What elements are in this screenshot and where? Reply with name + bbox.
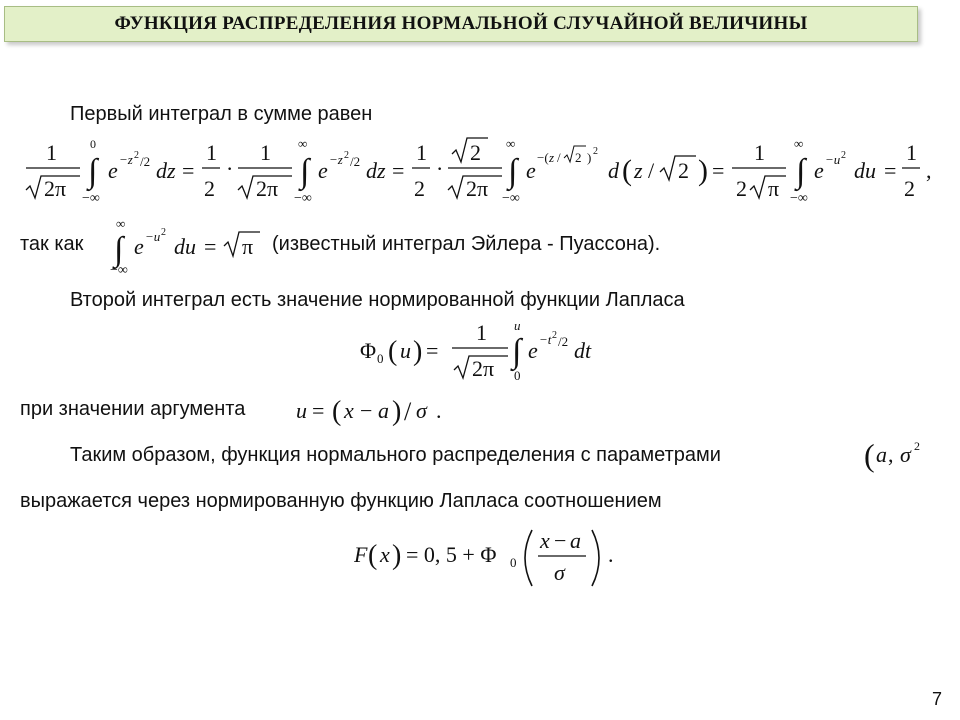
svg-text:2: 2 (552, 330, 557, 341)
formula-euler-poisson (104, 214, 264, 276)
svg-text:∞: ∞ (506, 136, 516, 151)
svg-text:−∞: −∞ (502, 191, 520, 206)
svg-text:e: e (814, 158, 824, 183)
svg-text:∫: ∫ (114, 231, 124, 268)
text-argument: при значении аргумента (20, 398, 246, 420)
svg-text:2: 2 (678, 158, 689, 183)
svg-text:e: e (318, 158, 328, 183)
svg-text:e: e (528, 338, 538, 363)
text-euler-poisson: (известный интеграл Эйлера - Пуассона). (272, 233, 661, 255)
svg-text:−z: −z (119, 152, 133, 167)
svg-text:.: . (608, 542, 614, 567)
svg-text:): ) (413, 336, 423, 367)
svg-text:σ: σ (554, 560, 565, 585)
svg-text:2: 2 (736, 176, 747, 201)
svg-text:2: 2 (414, 176, 425, 201)
svg-text:∫: ∫ (300, 153, 310, 190)
svg-text:.: . (436, 398, 442, 423)
svg-text:u: u (296, 398, 307, 423)
svg-text:π: π (768, 176, 780, 201)
svg-text:z: z (549, 150, 555, 165)
svg-text:(: ( (864, 437, 875, 473)
svg-text:1: 1 (416, 140, 427, 165)
svg-text:=: = (204, 234, 217, 259)
svg-text:2π: 2π (256, 176, 279, 201)
svg-text:2: 2 (470, 140, 481, 165)
svg-text:dz: dz (366, 158, 386, 183)
svg-text:−∞: −∞ (82, 191, 100, 206)
text-thus: Таким образом, функция нормального распределения с параметрами (70, 444, 721, 466)
svg-text:−∞: −∞ (294, 191, 312, 206)
text-second-integral: Второй интеграл есть значение нормированной функции Лапласа (70, 289, 685, 311)
svg-text:0: 0 (514, 368, 521, 383)
svg-text:(: ( (332, 396, 342, 427)
svg-text:=: = (312, 398, 325, 423)
svg-text:−∞: −∞ (110, 263, 128, 276)
svg-text:u: u (400, 338, 411, 363)
svg-text:2: 2 (904, 176, 915, 201)
svg-text:/2: /2 (558, 334, 569, 349)
svg-text:2: 2 (575, 150, 582, 165)
svg-text:−z: −z (329, 152, 343, 167)
svg-text:= 0, 5 + Φ: = 0, 5 + Φ (406, 542, 497, 567)
svg-text:): ) (698, 154, 708, 187)
svg-text:/: / (557, 150, 561, 165)
svg-text:0: 0 (90, 137, 96, 151)
svg-text:2π: 2π (472, 356, 495, 381)
svg-text:(: ( (388, 336, 398, 367)
svg-text:e: e (134, 234, 144, 259)
svg-text:π: π (242, 234, 254, 259)
svg-text:∞: ∞ (298, 136, 308, 151)
svg-text:2: 2 (134, 150, 139, 161)
svg-text:∫: ∫ (88, 153, 98, 190)
svg-text:(: ( (622, 154, 632, 187)
svg-text:): ) (392, 396, 402, 427)
svg-text:−t: −t (539, 332, 552, 347)
svg-text:σ: σ (900, 442, 911, 467)
svg-text:∫: ∫ (508, 153, 518, 190)
svg-text:σ: σ (416, 398, 427, 423)
formula-first-integral (14, 132, 944, 212)
svg-text:a: a (570, 528, 581, 553)
svg-text:e: e (108, 158, 118, 183)
svg-text:2: 2 (161, 227, 166, 238)
svg-text:0: 0 (377, 351, 384, 366)
svg-text:2: 2 (593, 146, 598, 157)
svg-text:): ) (392, 540, 402, 571)
svg-text:1: 1 (476, 320, 487, 345)
svg-text:,: , (888, 442, 894, 467)
formula-parameters (864, 436, 944, 476)
text-first-integral: Первый интеграл в сумме равен (70, 103, 373, 125)
svg-text:1: 1 (260, 140, 271, 165)
svg-text:F: F (354, 542, 368, 567)
svg-text:=: = (884, 158, 897, 183)
svg-text:a: a (876, 442, 887, 467)
svg-text:/2: /2 (140, 154, 151, 169)
svg-text:∫: ∫ (512, 333, 522, 370)
svg-text:x: x (540, 528, 550, 553)
svg-text:∫: ∫ (796, 153, 806, 190)
page-number: 7 (931, 689, 942, 709)
svg-text:z: z (634, 158, 643, 183)
svg-text:2π: 2π (466, 176, 489, 201)
svg-text:1: 1 (754, 140, 765, 165)
svg-text:dz: dz (156, 158, 176, 183)
svg-text:2: 2 (204, 176, 215, 201)
svg-text:−(: −( (537, 150, 549, 165)
formula-laplace-function (360, 314, 610, 386)
svg-text:d: d (608, 158, 619, 183)
text-since: так как (20, 233, 84, 255)
svg-text:x: x (380, 542, 390, 567)
svg-text:−∞: −∞ (790, 191, 808, 206)
svg-text:,: , (926, 158, 932, 183)
slide-title-bar (4, 6, 918, 42)
svg-text:/: / (404, 397, 412, 426)
svg-text:1: 1 (906, 140, 917, 165)
svg-text:): ) (587, 150, 592, 165)
svg-text:=: = (182, 158, 195, 183)
svg-text:=: = (392, 158, 405, 183)
svg-text:·: · (436, 156, 444, 181)
svg-text:x: x (344, 398, 354, 423)
svg-text:−: − (360, 398, 373, 423)
svg-text:/2: /2 (350, 154, 361, 169)
svg-text:a: a (378, 398, 389, 423)
svg-text:(: ( (368, 540, 378, 571)
svg-text:−u: −u (145, 229, 161, 244)
svg-text:=: = (426, 338, 439, 363)
svg-text:2: 2 (914, 439, 920, 453)
svg-text:1: 1 (46, 140, 57, 165)
svg-text:·: · (226, 156, 234, 181)
svg-text:2: 2 (841, 150, 846, 161)
svg-text:∞: ∞ (794, 136, 804, 151)
svg-text:du: du (174, 234, 196, 259)
svg-text:2: 2 (344, 150, 349, 161)
svg-text:0: 0 (510, 555, 517, 570)
text-expressed: выражается через нормированную функцию Лапласа соотношением (20, 490, 662, 512)
svg-text:du: du (854, 158, 876, 183)
svg-text:Φ: Φ (360, 338, 377, 363)
svg-text:−u: −u (825, 152, 841, 167)
svg-text:dt: dt (574, 338, 592, 363)
svg-text:=: = (712, 158, 725, 183)
svg-text:e: e (526, 158, 536, 183)
svg-text:1: 1 (206, 140, 217, 165)
svg-text:−: − (554, 528, 567, 553)
svg-text:/: / (648, 158, 655, 183)
svg-text:2π: 2π (44, 176, 67, 201)
formula-normal-cdf (354, 524, 624, 592)
formula-argument (296, 392, 456, 428)
slide-title: ФУНКЦИЯ РАСПРЕДЕЛЕНИЯ НОРМАЛЬНОЙ СЛУЧАЙНОЙ ВЕЛИЧИНЫ (114, 13, 808, 34)
svg-text:∞: ∞ (116, 216, 126, 231)
svg-text:u: u (514, 318, 521, 333)
